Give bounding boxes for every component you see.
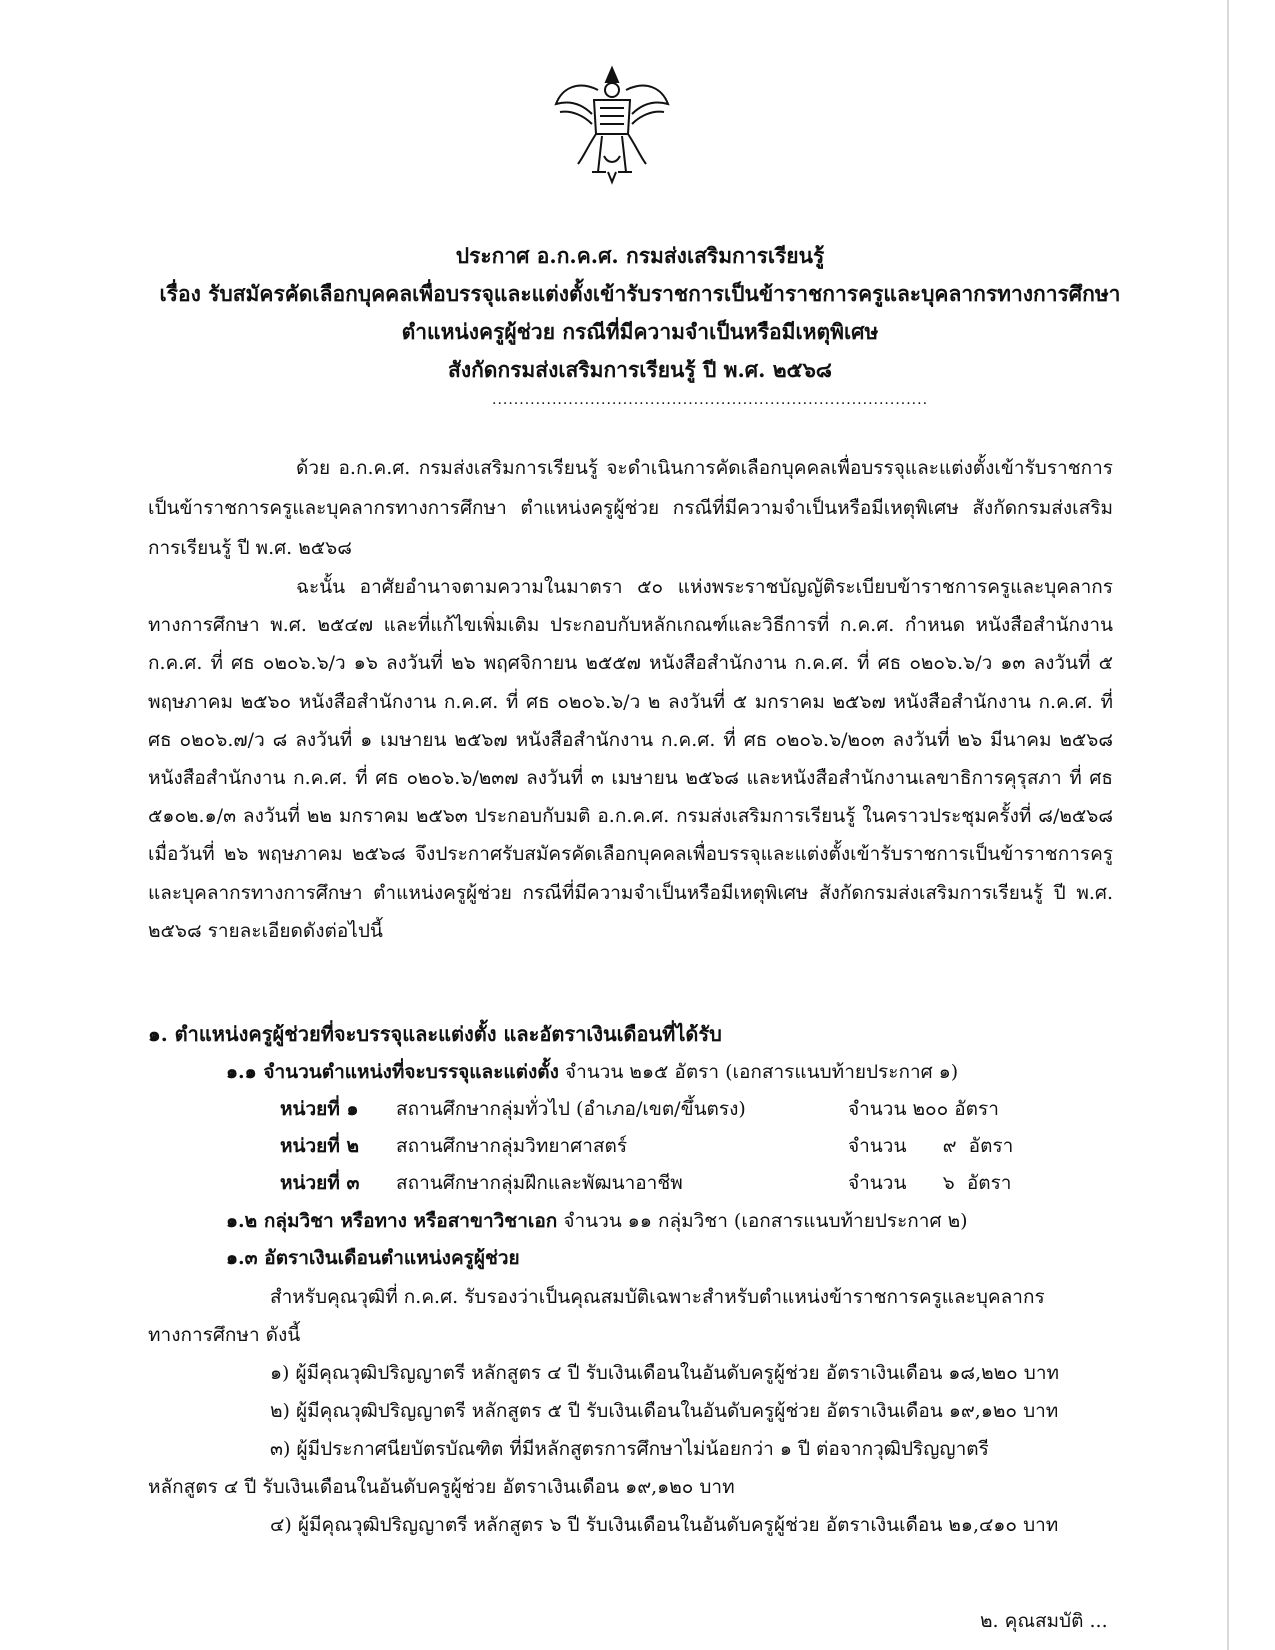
unit-label: หน่วยที่ ๓: [280, 1172, 360, 1194]
announcement-title: ประกาศ อ.ก.ค.ศ. กรมส่งเสริมการเรียนรู้: [455, 243, 825, 268]
salary-rate-2: ๒) ผู้มีคุณวุฒิปริญญาตรี หลักสูตร ๕ ปี รับเงินเดือนในอันดับครูผู้ช่วย อัตราเงินเดือน ๑๙,๑๒๐ บาท: [270, 1400, 1059, 1422]
section-1-1-detail: จำนวน ๒๑๕ อัตรา (เอกสารแนบท้ายประกาศ ๑): [558, 1061, 959, 1083]
intro-paragraph: ด้วย อ.ก.ค.ศ. กรมส่งเสริมการเรียนรู้ จะดำเนินการคัดเลือกบุคคลเพื่อบรรจุและแต่งตั้งเข้ารับราชการเป็นข้าราชการครูและบุคลากรทางการศึกษา ตำแหน่งครูผู้ช่วย กรณีที่มีความจำเป็นหรือมีเหตุพิเศษ สังกัดกรมส่งเสริมการเรียนรู้ ปี พ.ศ. ๒๕๖๘: [148, 457, 1113, 559]
garuda-emblem: [548, 60, 676, 188]
announcement-affiliation: สังกัดกรมส่งเสริมการเรียนรู้ ปี พ.ศ. ๒๕๖๘: [448, 357, 832, 382]
salary-rate-4: ๔) ผู้มีคุณวุฒิปริญญาตรี หลักสูตร ๖ ปี รับเงินเดือนในอันดับครูผู้ช่วย อัตราเงินเดือน ๒๑,๔๑๐ บาท: [270, 1514, 1059, 1536]
salary-rate-3-cont: หลักสูตร ๔ ปี รับเงินเดือนในอันดับครูผู้ช่วย อัตราเงินเดือน ๑๙,๑๒๐ บาท: [148, 1476, 735, 1498]
unit-place: สถานศึกษากลุ่มฝึกและพัฒนาอาชีพ: [396, 1172, 683, 1194]
unit-place: สถานศึกษากลุ่มทั่วไป (อำเภอ/เขต/ขึ้นตรง): [396, 1098, 746, 1120]
salary-rate-3: ๓) ผู้มีประกาศนียบัตรบัณฑิต ที่มีหลักสูตรการศึกษาไม่น้อยกว่า ๑ ปี ต่อจากวุฒิปริญญาตรี: [270, 1438, 989, 1460]
title-divider: ................................................................................: [492, 392, 929, 408]
unit-amount: จำนวน ๖ อัตรา: [848, 1172, 1012, 1194]
unit-row: [0, 1131, 1275, 1161]
announcement-subject: เรื่อง รับสมัครคัดเลือกบุคคลเพื่อบรรจุและแต่งตั้งเข้ารับราชการเป็นข้าราชการครูและบุคลากรทางการศึกษา: [159, 281, 1121, 306]
page-edge: [1227, 0, 1229, 1650]
section-1-2: [226, 1206, 968, 1236]
section-1-3-intro: สำหรับคุณวุฒิที่ ก.ค.ศ. รับรองว่าเป็นคุณสมบัติเฉพาะสำหรับตำแหน่งข้าราชการครูและบุคลากร: [270, 1286, 1045, 1308]
unit-amount: จำนวน ๙ อัตรา: [848, 1135, 1014, 1157]
unit-row: [0, 1094, 1275, 1124]
section-1-1-title: ๑.๑ จำนวนตำแหน่งที่จะบรรจุและแต่งตั้ง: [226, 1061, 559, 1083]
unit-label: หน่วยที่ ๒: [280, 1135, 359, 1157]
section-1-2-title: ๑.๒ กลุ่มวิชา หรือทาง หรือสาขาวิชาเอก: [226, 1210, 558, 1232]
section-1-3-intro-cont: ทางการศึกษา ดังนี้: [148, 1324, 301, 1346]
unit-amount: จำนวน ๒๐๐ อัตรา: [848, 1098, 999, 1120]
next-page-catchword: ๒. คุณสมบัติ ...: [980, 1610, 1108, 1632]
unit-row: [0, 1168, 1275, 1198]
announcement-position: ตำแหน่งครูผู้ช่วย กรณีที่มีความจำเป็นหรือมีเหตุพิเศษ: [401, 319, 879, 344]
section-1-heading: ๑. ตำแหน่งครูผู้ช่วยที่จะบรรจุและแต่งตั้ง และอัตราเงินเดือนที่ได้รับ: [148, 1022, 722, 1046]
authority-paragraph: ฉะนั้น อาศัยอำนาจตามความในมาตรา ๕๐ แห่งพระราชบัญญัติระเบียบข้าราชการครูและบุคลากรทางการศึกษา พ.ศ. ๒๕๔๗ และที่แก้ไขเพิ่มเติม ประกอบกับหลักเกณฑ์และวิธีการที่ ก.ค.ศ. กำหนด หนังสือสำนักงาน ก.ค.ศ. ที่ ศธ ๐๒๐๖.๖/ว ๑๖ ลงวันที่ ๒๖ พฤศจิกายน ๒๕๕๗ หนังสือสำนักงาน ก.ค.ศ. ที่ ศธ ๐๒๐๖.๖/ว ๑๓ ลงวันที่ ๕ พฤษภาคม ๒๕๖๐ หนังสือสำนักงาน ก.ค.ศ. ที่ ศธ ๐๒๐๖.๖/ว ๒ ลงวันที่ ๕ มกราคม ๒๕๖๗ หนังสือสำนักงาน ก.ค.ศ. ที่ ศธ ๐๒๐๖.๗/ว ๘ ลงวันที่ ๑ เมษายน ๒๕๖๗ หนังสือสำนักงาน ก.ค.ศ. ที่ ศธ ๐๒๐๖.๖/๒๐๓ ลงวันที่ ๒๖ มีนาคม ๒๕๖๘ หนังสือสำนักงาน ก.ค.ศ. ที่ ศธ ๐๒๐๖.๖/๒๓๗ ลงวันที่ ๓ เมษายน ๒๕๖๘ และหนังสือสำนักงานเลขาธิการคุรุสภา ที่ ศธ ๕๑๐๒.๑/๓ ลงวันที่ ๒๒ มกราคม ๒๕๖๓ ประกอบกับมติ อ.ก.ค.ศ. กรมส่งเสริมการเรียนรู้ ในคราวประชุมครั้งที่ ๘/๒๕๖๘ เมื่อวันที่ ๒๖ พฤษภาคม ๒๕๖๘ จึงประกาศรับสมัครคัดเลือกบุคคลเพื่อบรรจุและแต่งตั้งเข้ารับราชการเป็นข้าราชการครูและบุคลากรทางการศึกษา ตำแหน่งครูผู้ช่วย กรณีที่มีความจำเป็นหรือมีเหตุพิเศษ สังกัดกรมส่งเสริมการเรียนรู้ ปี พ.ศ. ๒๕๖๘ รายละเอียดดังต่อไปนี้: [148, 576, 1113, 942]
unit-label: หน่วยที่ ๑: [280, 1098, 359, 1120]
unit-place: สถานศึกษากลุ่มวิทยาศาสตร์: [396, 1135, 628, 1157]
section-1-1: [226, 1057, 958, 1087]
section-1-3-title: ๑.๓ อัตราเงินเดือนตำแหน่งครูผู้ช่วย: [226, 1247, 520, 1269]
section-1-2-detail: จำนวน ๑๑ กลุ่มวิชา (เอกสารแนบท้ายประกาศ ๒): [557, 1210, 968, 1232]
salary-rate-1: ๑) ผู้มีคุณวุฒิปริญญาตรี หลักสูตร ๔ ปี รับเงินเดือนในอันดับครูผู้ช่วย อัตราเงินเดือน ๑๘,๒๒๐ บาท: [270, 1362, 1060, 1384]
